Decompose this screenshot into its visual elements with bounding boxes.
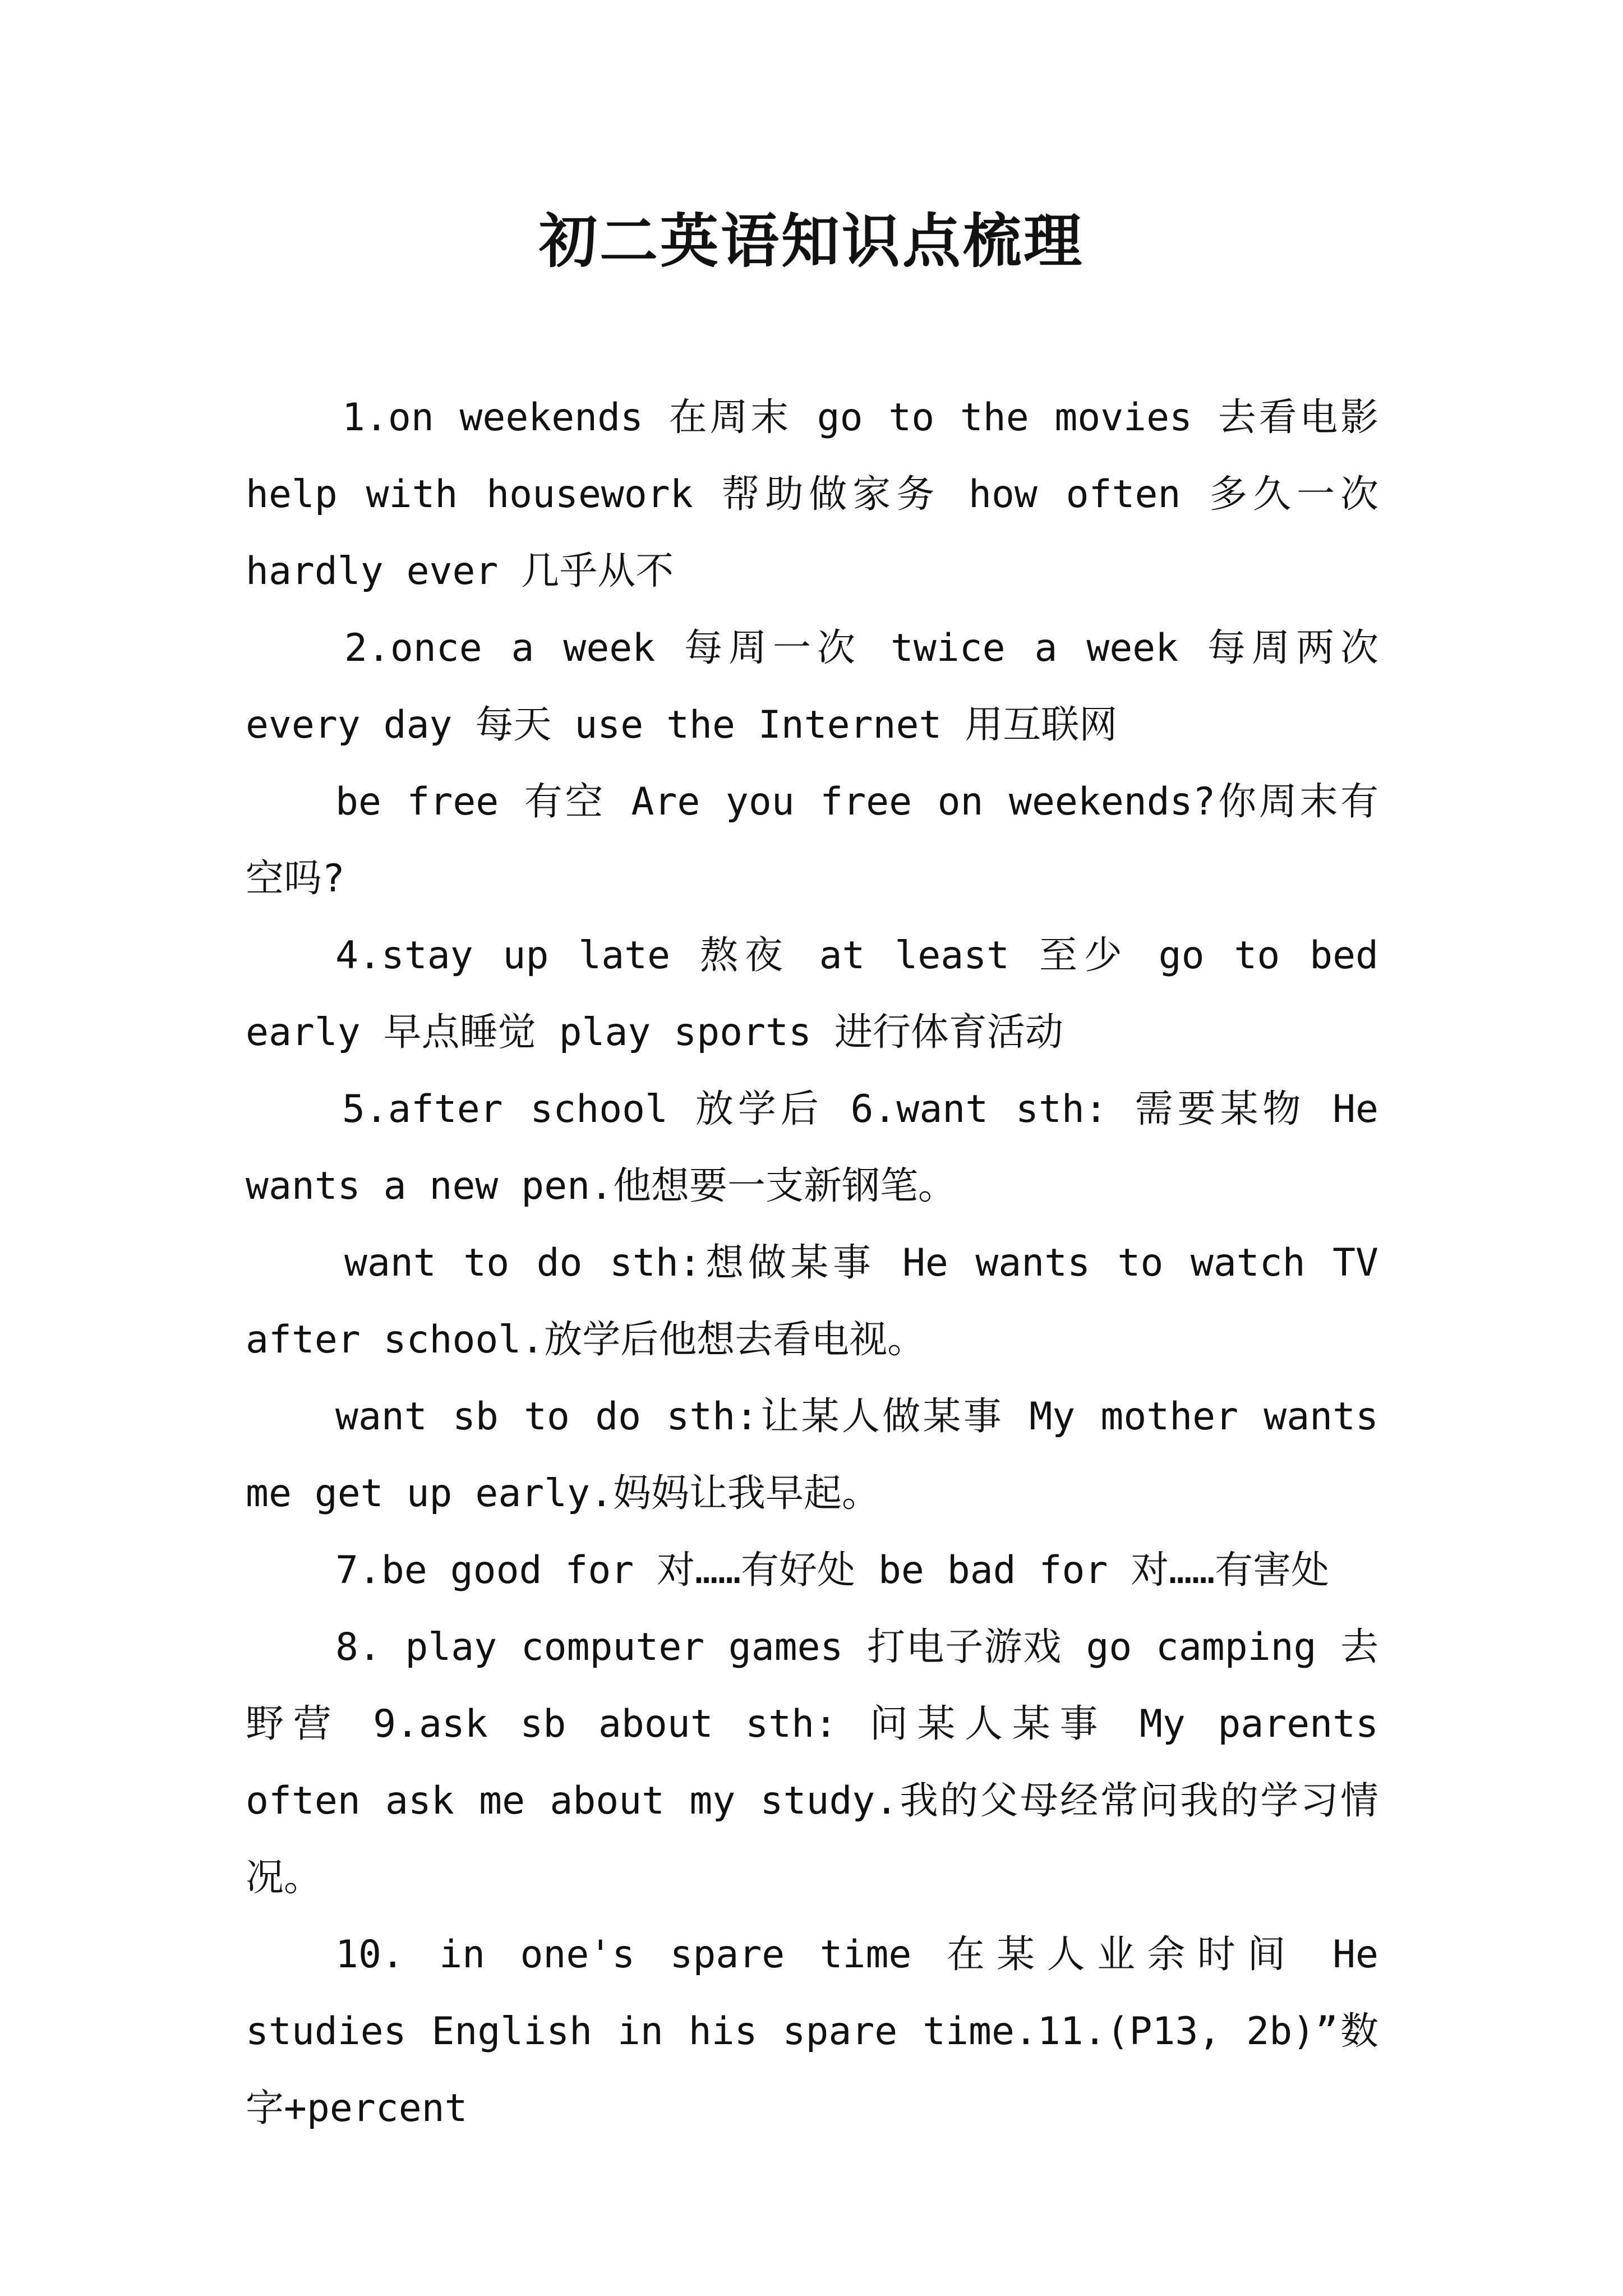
paragraph-6: want to do sth:想做某事 He wants to watch TV after school.放学后他想去看电视。	[246, 1241, 1378, 1362]
document-title: 初二英语知识点梳理	[538, 206, 1084, 275]
paragraph-3: be free 有空 Are you free on weekends?你周末有空吗?	[246, 780, 1378, 901]
paragraph-9: 8. play computer games 打电子游戏 go camping 去野营 9.ask sb about sth: 问某人某事 My parents often ask me about my study.我的父母经常问我的学习情况。	[246, 1625, 1378, 1900]
paragraph-2: 2.once a week 每周一次 twice a week 每周两次 every day 每天 use the Internet 用互联网	[246, 626, 1378, 747]
document-body	[246, 379, 1378, 2147]
paragraph-7: want sb to do sth:让某人做某事 My mother wants me get up early.妈妈让我早起。	[246, 1395, 1378, 1516]
paragraph-5: 5.after school 放学后 6.want sth: 需要某物 He wants a new pen.他想要一支新钢笔。	[246, 1087, 1378, 1208]
paragraph-1: 1.on weekends 在周末 go to the movies 去看电影 help with housework 帮助做家务 how often 多久一次 hardly ever 几乎从不	[246, 395, 1378, 593]
paragraph-8: 7.be good for 对……有好处 be bad for 对……有害处	[335, 1548, 1330, 1593]
paragraph-4: 4.stay up late 熬夜 at least 至少 go to bed early 早点睡觉 play sports 进行体育活动	[246, 933, 1378, 1055]
paragraph-10: 10. in one's spare time 在某人业余时间 He studies English in his spare time.11.(P13, 2b)”数字+percent	[246, 1932, 1378, 2131]
